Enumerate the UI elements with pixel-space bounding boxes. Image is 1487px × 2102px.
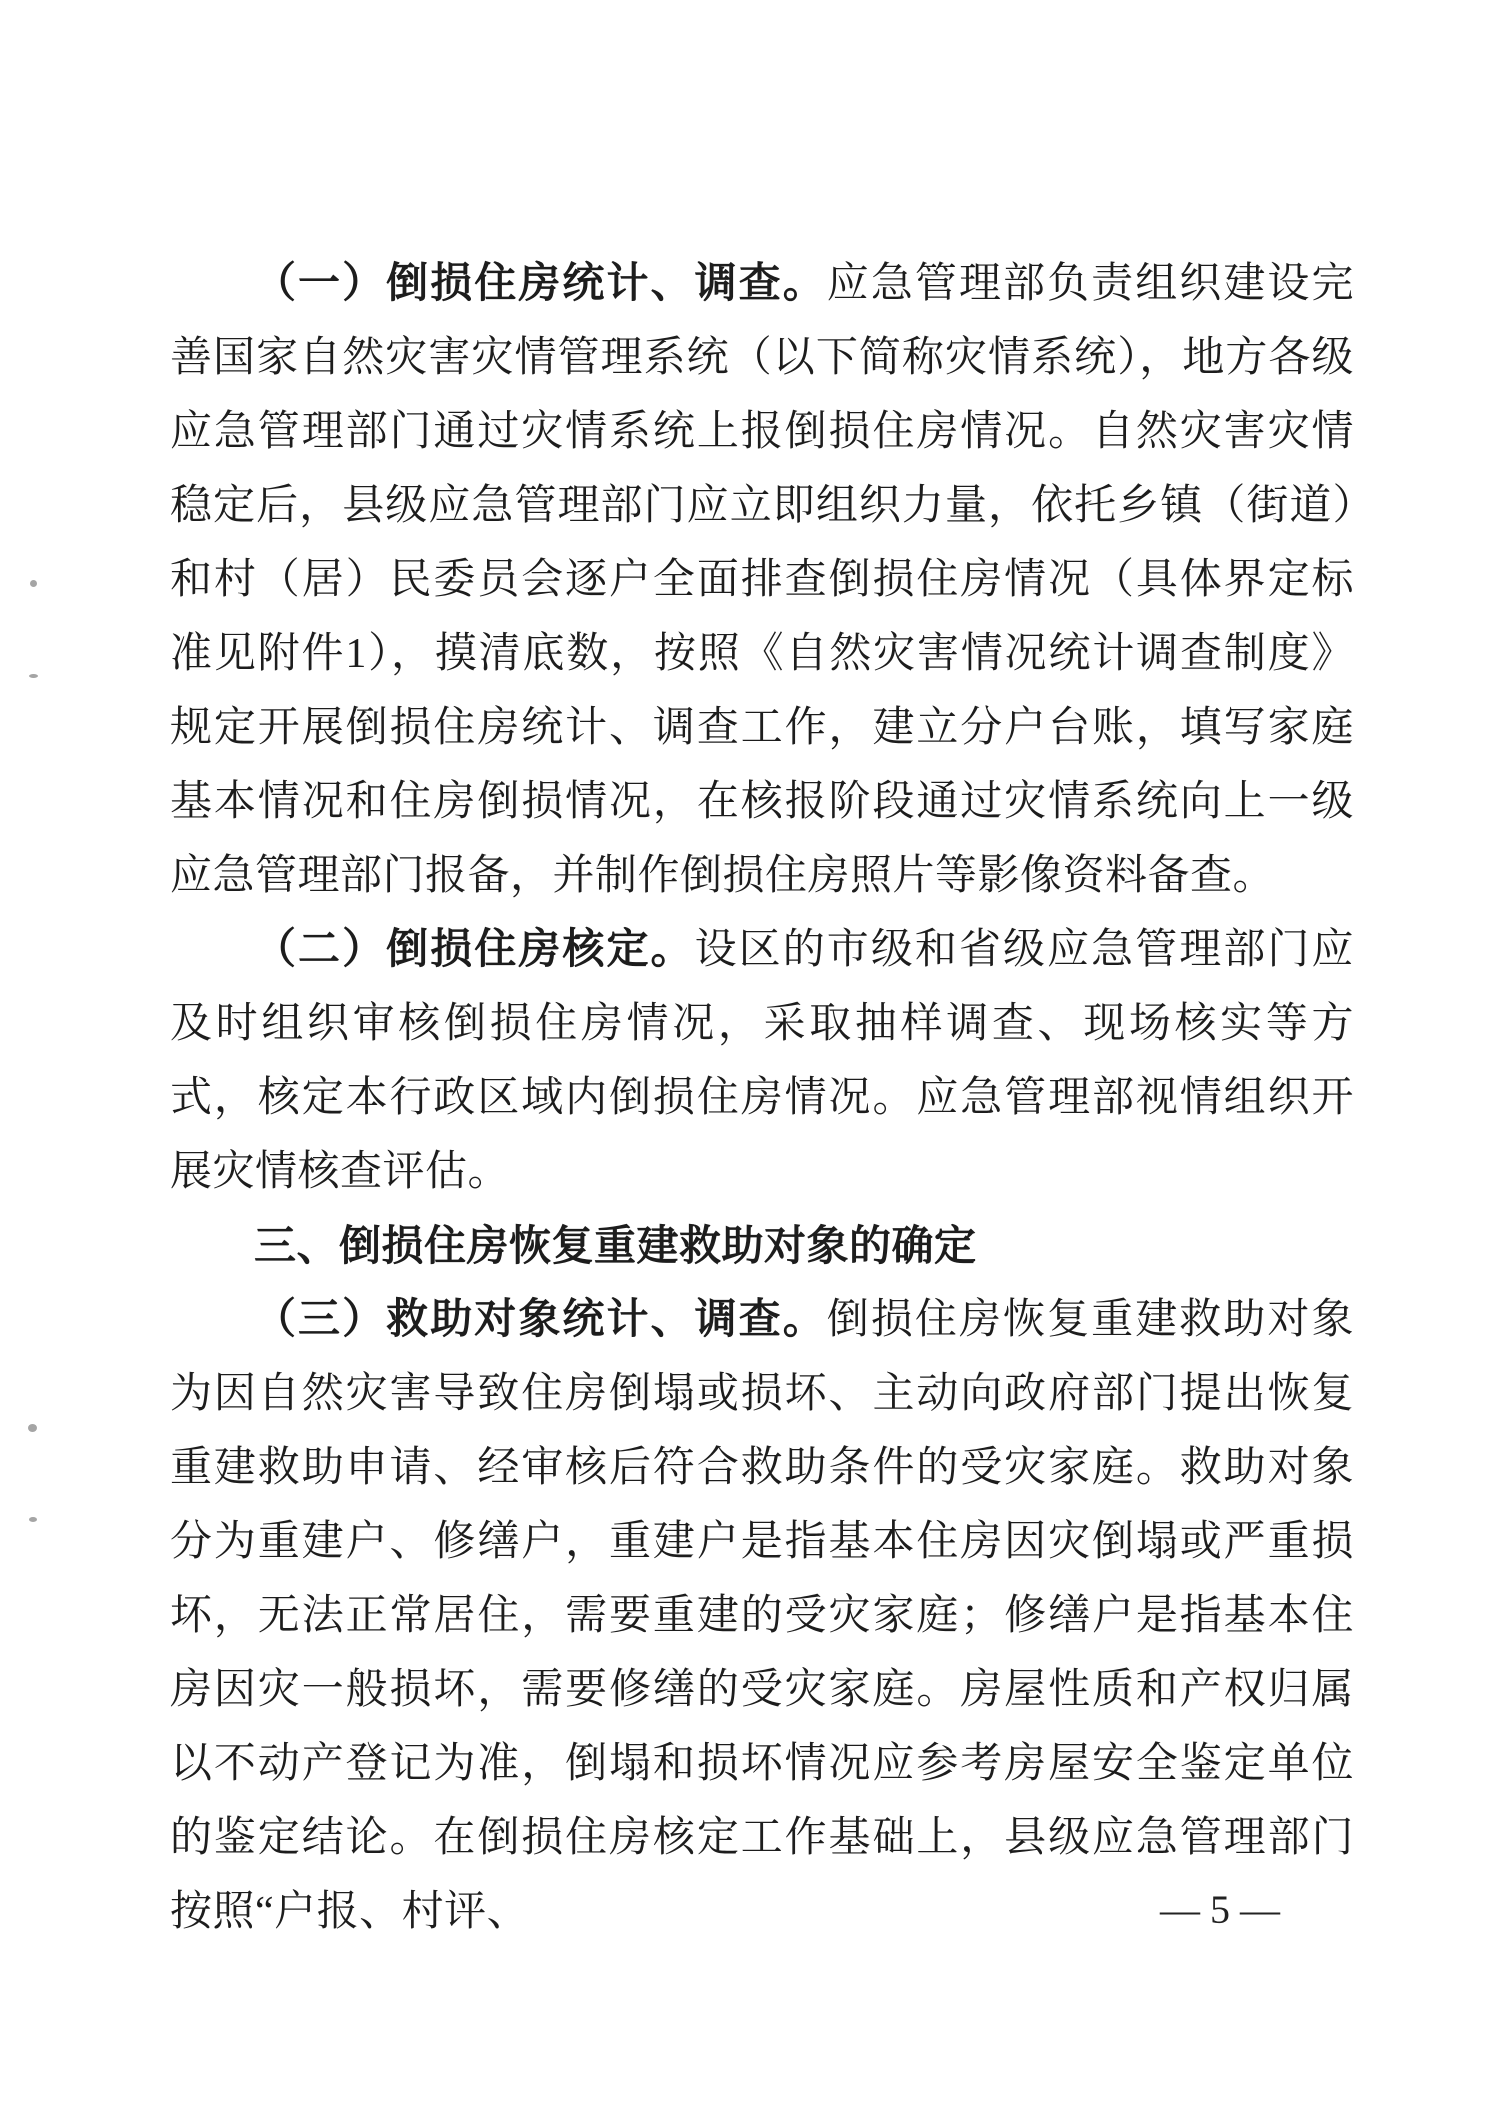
paragraph-housing-statistics-survey	[170, 247, 1354, 913]
paragraph-3-text: 倒损住房恢复重建救助对象为因自然灾害导致住房倒塌或损坏、主动向政府部门提出恢复重建救助申请、经审核后符合救助条件的受灾家庭。救助对象分为重建户、修缮户，重建户是指基本住房因灾倒塌或严重损坏，无法正常居住，需要重建的受灾家庭；修缮户是指基本住房因灾一般损坏，需要修缮的受灾家庭。房屋性质和产权归属以不动产登记为准，倒塌和损坏情况应参考房屋安全鉴定单位的鉴定结论。在倒损住房核定工作基础上，县级应急管理部门按照“户报、村评、	[170, 1297, 1354, 1935]
section-heading-3: 三、倒损住房恢复重建救助对象的确定	[254, 1222, 977, 1269]
page-number: — 5 —	[1160, 1887, 1280, 1932]
paragraph-housing-verification	[170, 913, 1354, 1209]
scan-artifact-dot	[29, 1517, 37, 1522]
paragraph-3-lead: （三）救助对象统计、调查。	[254, 1297, 827, 1343]
paragraph-1-text: 应急管理部负责组织建设完善国家自然灾害灾情管理系统（以下简称灾情系统），地方各级应急管理部门通过灾情系统上报倒损住房情况。自然灾害灾情稳定后，县级应急管理部门应立即组织力量，依托乡镇（街道）和村（居）民委员会逐户全面排查倒损住房情况（具体界定标准见附件1），摸清底数，按照《自然灾害情况统计调查制度》规定开展倒损住房统计、调查工作，建立分户台账，填写家庭基本情况和住房倒损情况，在核报阶段通过灾情系统向上一级应急管理部门报备，并制作倒损住房照片等影像资料备查。	[170, 261, 1354, 899]
scan-artifact-dot	[30, 580, 37, 587]
paragraph-aid-target-survey	[170, 1283, 1354, 1949]
paragraph-1-lead: （一）倒损住房统计、调查。	[254, 261, 827, 307]
document-body	[170, 247, 1354, 1949]
scan-artifact-dot	[29, 674, 38, 678]
scan-artifact-dot	[28, 1424, 37, 1432]
paragraph-2-text: 设区的市级和省级应急管理部门应及时组织审核倒损住房情况，采取抽样调查、现场核实等方式，核定本行政区域内倒损住房情况。应急管理部视情组织开展灾情核查评估。	[170, 927, 1354, 1195]
paragraph-2-lead: （二）倒损住房核定。	[254, 927, 695, 973]
